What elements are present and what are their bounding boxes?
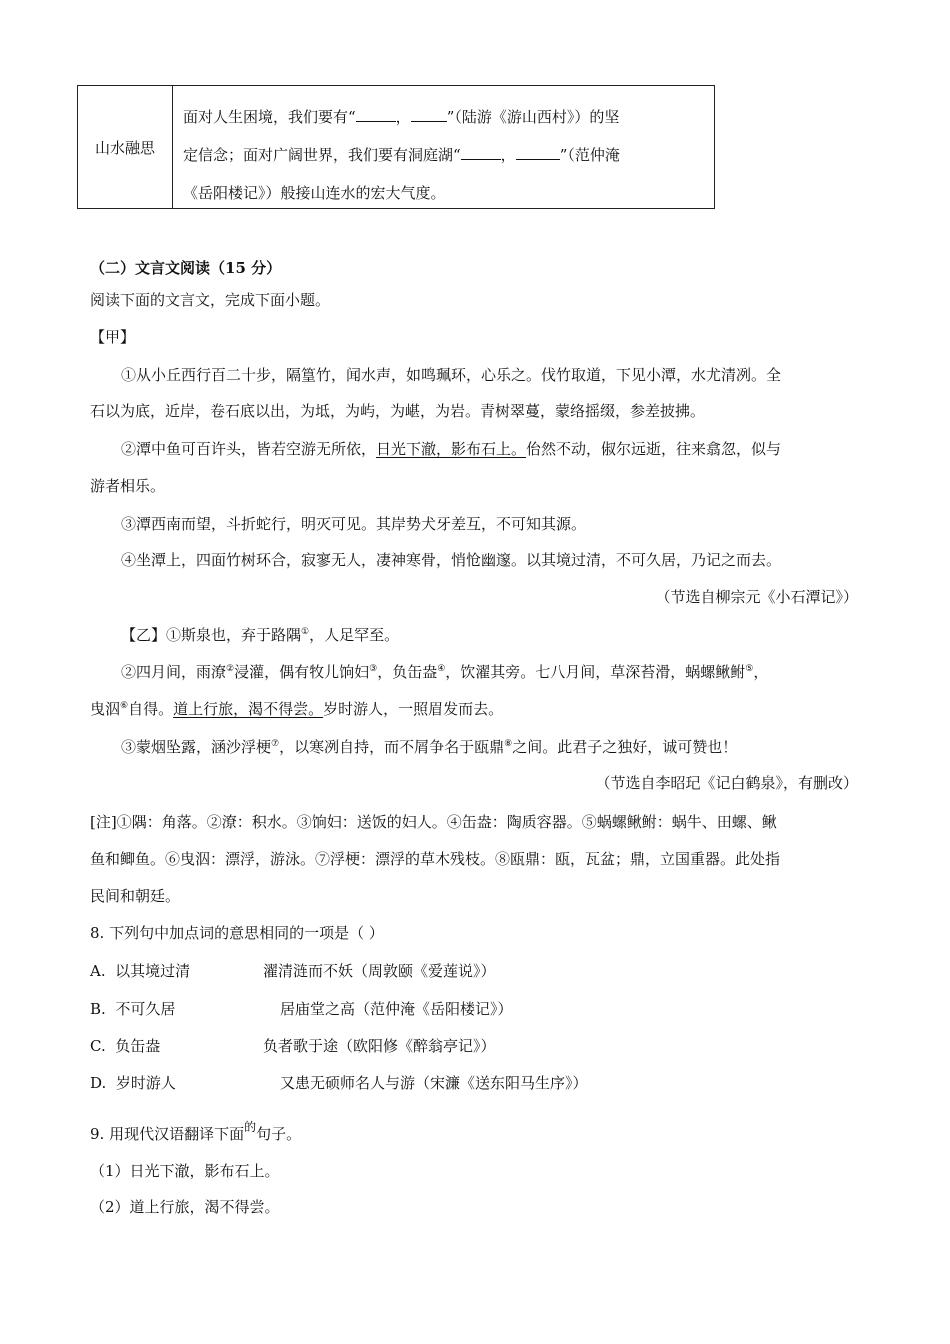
jia-label: 【甲】 [90,328,136,346]
option-d-right: 又患无硕师名人与游（宋濂《送东阳马生序》） [280,1074,588,1092]
jia-source: （节选自柳宗元《小石潭记》） [655,588,858,606]
jia-paragraph-1b: 石以为底，近岸，卷石底以出，为坻，为屿，为嵁，为岩。青树翠蔓，蒙络摇缀，参差披拂。 [90,402,706,420]
table-line-1: 面对人生困境，我们要有“ ， ”（陆游《游山西村》）的坚 [183,108,620,126]
notes-line-1: [注]①隅：角落。②潦：积水。③饷妇：送饭的妇人。④缶盎：陶质容器。⑤蜗螺鳅鲋：蜗牛、田螺、鳅 [90,813,777,831]
underlined-sentence-1: 日光下澈，影布石上。 [376,440,527,458]
jia-paragraph-1a: ①从小丘西行百二十步，隔篁竹，闻水声，如鸣珮环，心乐之。伐竹取道，下见小潭，水尤清冽。全 [121,366,782,384]
table-label: 山水融思 [78,86,173,208]
question-9-sentence-1: （1）日光下澈，影布石上。 [90,1162,280,1180]
yi-paragraph-1: 【乙】①斯泉也，弃于路隅①，人足罕至。 [121,626,400,644]
table-line-3: 《岳阳楼记》）般接山连水的宏大气度。 [183,184,446,202]
jia-paragraph-2b: 游者相乐。 [90,477,166,495]
notes-line-2: 鱼和鲫鱼。⑥曳泅：漂浮，游泳。⑦浮梗：漂浮的草木残枝。⑧瓯鼎：瓯，瓦盆；鼎，立国重器。此处指 [90,850,781,868]
underlined-sentence-2: 道上行旅，渴不得尝。 [173,700,324,718]
option-c-right: 负者歌于途（欧阳修《醉翁亭记》） [263,1037,496,1055]
yi-paragraph-2a: ②四月间，雨潦②浸灌，偶有牧儿饷妇③，负缶盎④，饮濯其旁。七八月间，草深苔滑，蜗螺鳅鲋⑤， [121,663,769,681]
blank-3[interactable] [461,147,501,160]
theme-table [77,85,715,209]
notes-line-3: 民间和朝廷。 [90,887,181,905]
blank-2[interactable] [411,109,447,122]
option-c[interactable]: C. 负缶盎 [90,1037,161,1055]
option-b-right: 居庙堂之高（范仲淹《岳阳楼记》） [280,1000,513,1018]
blank-1[interactable] [356,109,396,122]
yi-paragraph-3: ③蒙烟坠露，涵沙浮梗⑦，以寒冽自持，而不屑争名于瓯鼎⑧之间。此君子之独好，诚可赞也！ [121,738,738,756]
table-line-2: 定信念；面对广阔世界，我们要有洞庭湖“ ， ”（范仲淹 [183,146,620,164]
jia-paragraph-2a: ②潭中鱼可百许头，皆若空游无所依，日光下澈，影布石上。佁然不动，俶尔远逝，往来翕忽，似与 [121,440,782,458]
jia-paragraph-4: ④坐潭上，四面竹树环合，寂寥无人，凄神寒骨，悄怆幽邃。以其境过清，不可久居，乃记之而去。 [121,551,782,569]
question-9-sentence-2: （2）道上行旅，渴不得尝。 [90,1198,280,1216]
option-a-right: 濯清涟而不妖（周敦颐《爱莲说》） [263,962,496,980]
option-b[interactable]: B. 不可久居 [90,1000,176,1018]
table-content [173,86,714,208]
question-8-stem: 8. 下列句中加点词的意思相同的一项是（ ） [90,924,384,942]
section-instruction: 阅读下面的文言文，完成下面小题。 [90,291,331,309]
yi-label: 【乙】 [121,626,167,644]
option-a[interactable]: A. 以其境过清 [90,962,191,980]
blank-4[interactable] [516,147,560,160]
jia-paragraph-3: ③潭西南而望，斗折蛇行，明灭可见。其岸势犬牙差互，不可知其源。 [121,515,587,533]
option-d[interactable]: D. 岁时游人 [90,1074,176,1092]
question-9-stem: 9. 用现代汉语翻译下面$^的$句子。 [90,1120,302,1143]
section-heading: （二）文言文阅读（15 分） [90,259,282,277]
yi-source: （节选自李昭玘《记白鹤泉》，有删改） [595,774,858,792]
yi-paragraph-2b: 曳泅⑥自得。道上行旅，渴不得尝。岁时游人，一照眉发而去。 [90,700,504,718]
